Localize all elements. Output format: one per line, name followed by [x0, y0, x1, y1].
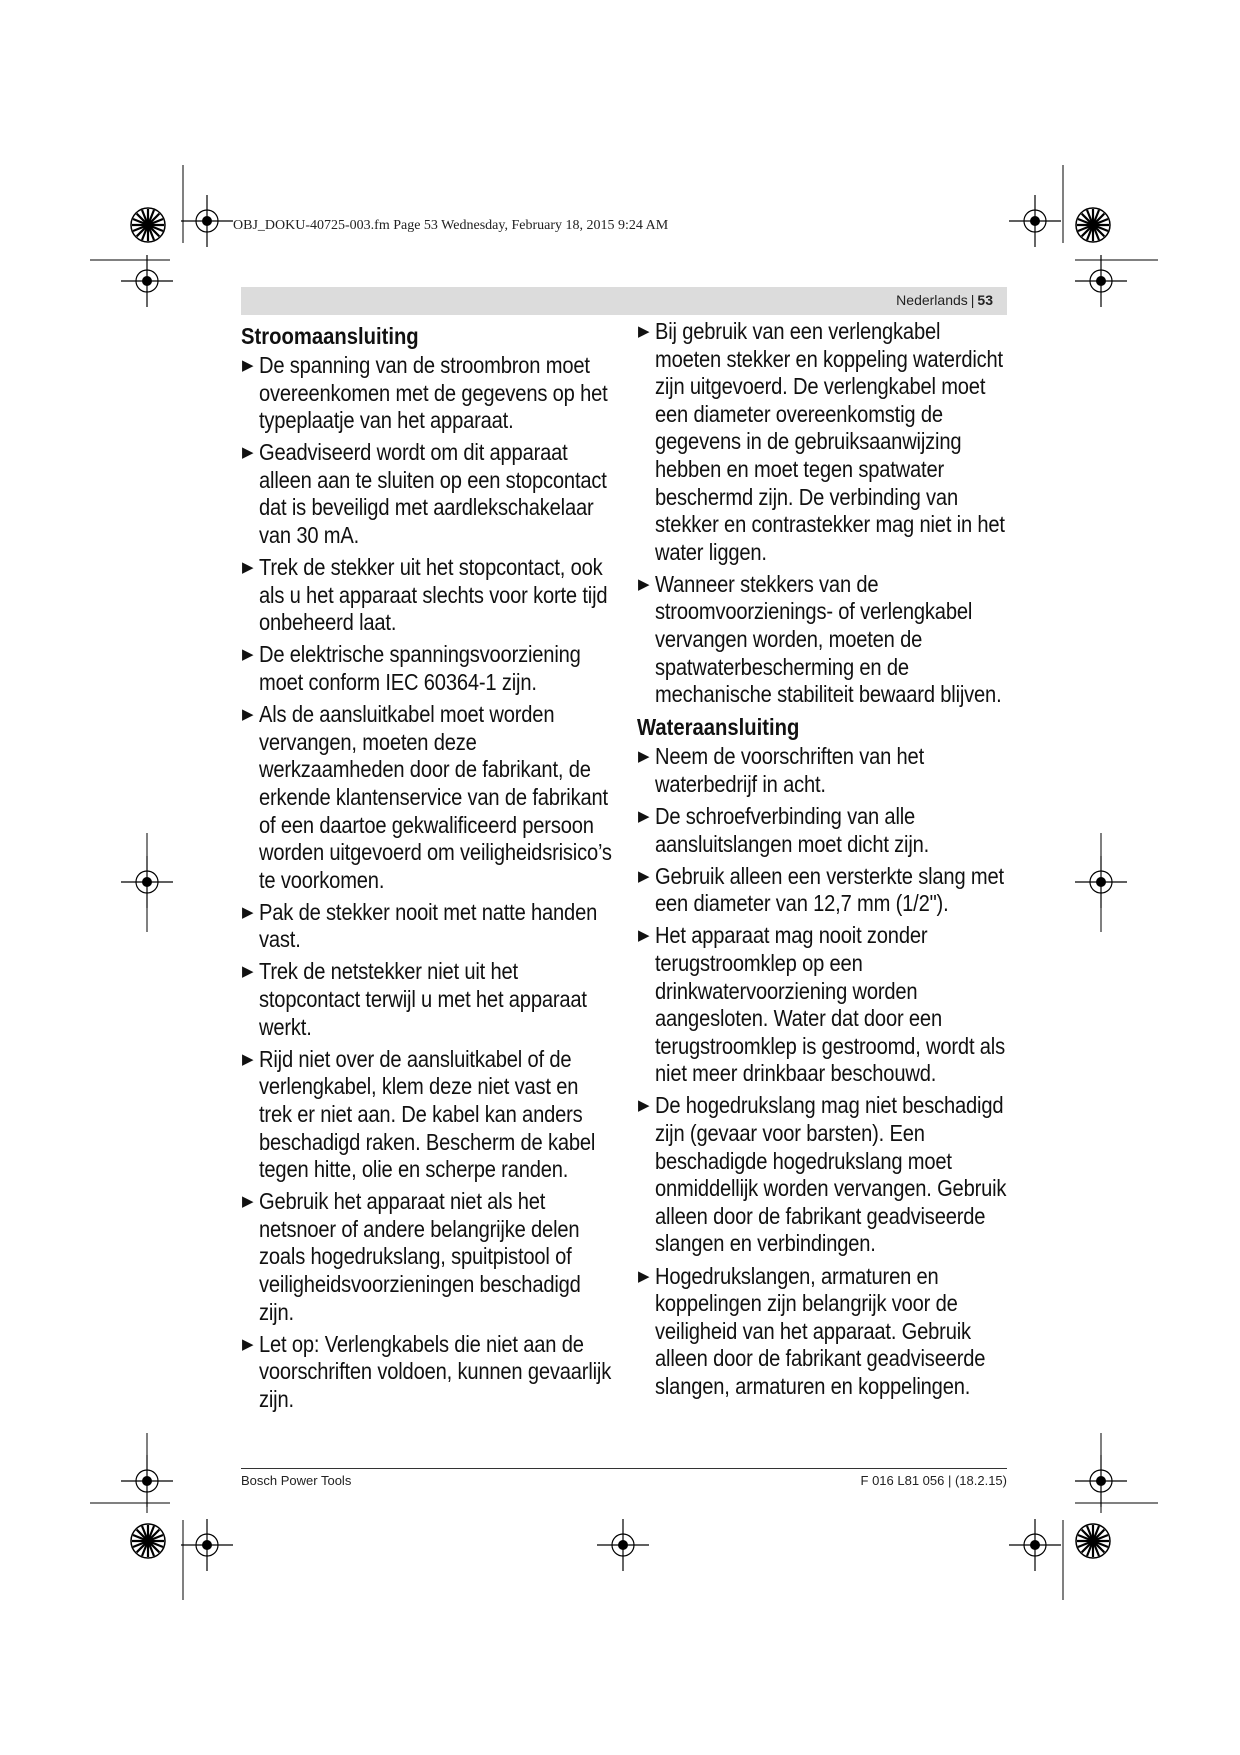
- page-header: [241, 287, 1007, 315]
- footer-brand: Bosch Power Tools: [241, 1473, 352, 1488]
- list-item: ▶ Als de aansluitkabel moet worden vervangen, moeten deze werkzaamheden door de fabrikant, de erkende klantenservice van de fabrikant of een daartoe gekwalificeerd persoon worden uitgevoerd om veiligheidsrisico’s te voorkomen.: [242, 701, 612, 893]
- bullet-triangle-icon: ▶: [242, 706, 254, 724]
- footer-divider: [241, 1468, 1007, 1469]
- bullet-triangle-icon: ▶: [242, 559, 254, 577]
- bullet-triangle-icon: ▶: [638, 748, 650, 766]
- section-heading-power: Stroomaansluiting: [241, 323, 419, 349]
- bullet-triangle-icon: ▶: [638, 808, 650, 825]
- print-slug: OBJ_DOKU-40725-003.fm Page 53 Wednesday, February 18, 2015 9:24 AM: [233, 218, 669, 233]
- bullet-triangle-icon: ▶: [242, 357, 254, 374]
- bullet-triangle-icon: ▶: [638, 1097, 650, 1115]
- list-item: ▶ Rijd niet over de aansluitkabel of de verlengkabel, klem deze niet vast en trek er niet aan. De kabel kan anders beschadigd raken. Bescherm de kabel tegen hitte, olie en scherpe randen.: [242, 1045, 596, 1183]
- bullet-triangle-icon: ▶: [242, 963, 254, 981]
- list-item: ▶ Wanneer stekkers van de stroomvoorzienings- of verlengkabel vervangen worden, moeten de spatwaterbescherming en de mechanische stabiliteit bewaard blijven.: [638, 570, 1002, 708]
- section-heading-water: Wateraansluiting: [637, 714, 800, 741]
- list-item: ▶ Hogedrukslangen, armaturen en koppelingen zijn belangrijk voor de veiligheid van het apparaat. Gebruik alleen door de fabrikant geadviseerde slangen, armaturen en koppelingen.: [638, 1262, 986, 1399]
- list-item: ▶ De schroefverbinding van alle aansluitslangen moet dicht zijn.: [638, 803, 930, 857]
- power-safety-list: [241, 352, 611, 1413]
- list-item: ▶ Gebruik alleen een versterkte slang met een diameter van 12,7 mm (1/2").: [638, 862, 1004, 917]
- page-number: 53: [977, 292, 993, 308]
- list-item: ▶ Bij gebruik van een verlengkabel moeten stekker en koppeling waterdicht zijn uitgevoerd. De verlengkabel moet een diameter overeenkomstig de gegevens in de gebruiksaanwijzing hebben en moet tegen spatwater beschermd zijn. De verbinding van stekker en contrastekker mag niet in het water liggen.: [638, 318, 1005, 565]
- extension-cable-list: [637, 318, 1007, 709]
- bullet-triangle-icon: ▶: [638, 867, 650, 885]
- header-label: [896, 292, 993, 308]
- bullet-triangle-icon: ▶: [638, 575, 650, 593]
- header-language: Nederlands: [896, 292, 968, 308]
- list-item: ▶ De elektrische spanningsvoorziening moet conform IEC 60364-1 zijn.: [242, 641, 581, 696]
- bullet-triangle-icon: ▶: [242, 646, 254, 664]
- list-item: ▶ Trek de netstekker niet uit het stopcontact terwijl u met het apparaat werkt.: [242, 958, 587, 1040]
- right-column: [637, 318, 1007, 1405]
- list-item: ▶ De spanning van de stroombron moet overeenkomen met de gegevens op het typeplaatje van het apparaat.: [242, 352, 608, 434]
- list-item: ▶ Het apparaat mag nooit zonder terugstroomklep op een drinkwatervoorziening worden aangesloten. Water dat door een terugstroomklep is gestroomd, wordt als niet meer drinkbaar beschouwd.: [638, 922, 1005, 1087]
- list-item: ▶ Neem de voorschriften van het waterbedrijf in acht.: [638, 743, 924, 797]
- list-item: ▶ Trek de stekker uit het stopcontact, ook als u het apparaat slechts voor korte tijd onbeheerd laat.: [242, 554, 608, 636]
- header-separator: |: [970, 292, 975, 308]
- bullet-triangle-icon: ▶: [638, 1267, 650, 1285]
- bullet-triangle-icon: ▶: [242, 444, 254, 462]
- bullet-triangle-icon: ▶: [242, 903, 254, 921]
- bullet-triangle-icon: ▶: [638, 927, 650, 945]
- water-connection-list: [637, 743, 1007, 1400]
- bullet-triangle-icon: ▶: [242, 1050, 254, 1068]
- bullet-triangle-icon: ▶: [638, 323, 650, 340]
- bullet-triangle-icon: ▶: [242, 1193, 254, 1211]
- list-item: ▶ Pak de stekker nooit met natte handen vast.: [242, 898, 598, 953]
- bullet-triangle-icon: ▶: [242, 1335, 254, 1353]
- footer-doc-code: F 016 L81 056 | (18.2.15): [860, 1473, 1007, 1488]
- left-column: [241, 318, 611, 1418]
- list-item: ▶ Let op: Verlengkabels die niet aan de voorschriften voldoen, kunnen gevaarlijk zijn.: [242, 1330, 612, 1412]
- list-item: ▶ Gebruik het apparaat niet als het netsnoer of andere belangrijke delen zoals hogedrukslang, spuitpistool of veiligheidsvoorzieningen beschadigd zijn.: [242, 1188, 581, 1325]
- list-item: ▶ De hogedrukslang mag niet beschadigd zijn (gevaar voor barsten). Een beschadigde hogedrukslang moet onmiddellijk worden vervangen. Gebruik alleen door de fabrikant geadviseerde slangen en verbindingen.: [638, 1092, 1007, 1257]
- list-item: ▶ Geadviseerd wordt om dit apparaat alleen aan te sluiten op een stopcontact dat is beveiligd met aardlekschakelaar van 30 mA.: [242, 439, 607, 549]
